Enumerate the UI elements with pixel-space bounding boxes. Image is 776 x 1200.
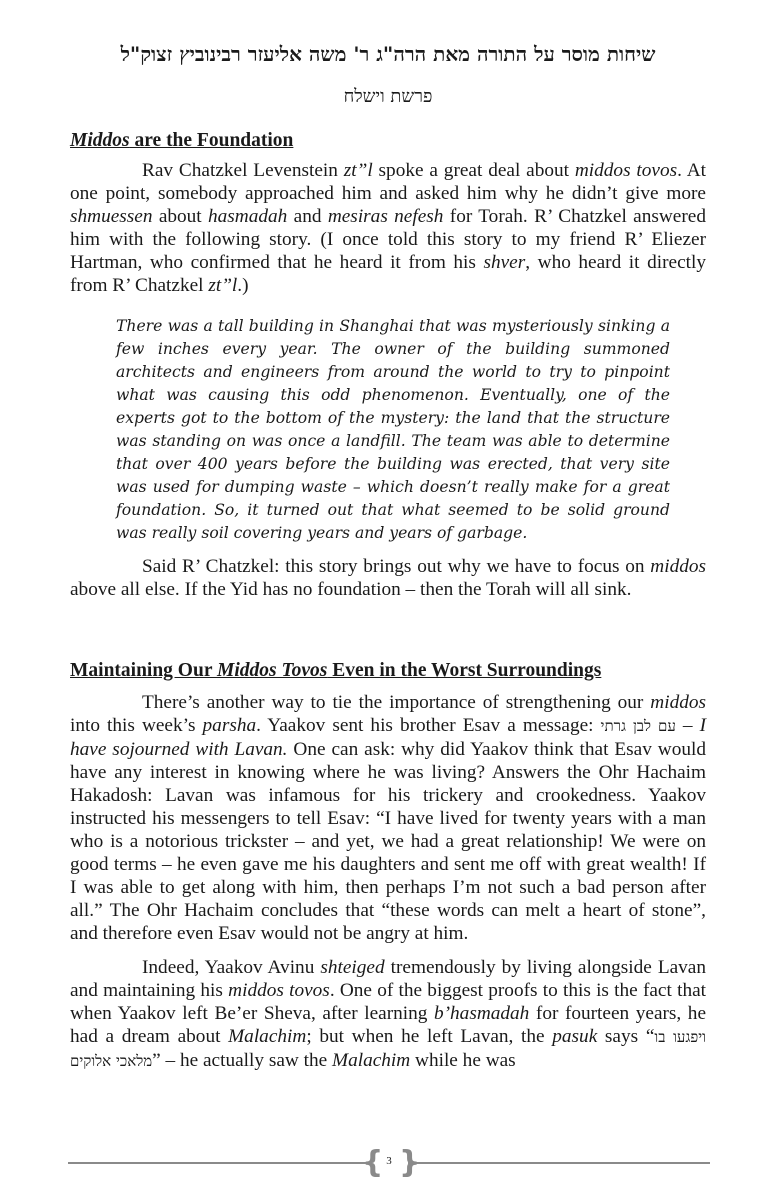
footer-bracket-left: { — [362, 1145, 384, 1180]
section-2-heading: Maintaining Our Middos Tovos Even in the Worst Surroundings — [70, 660, 602, 681]
section-1-paragraph-2: Said R’ Chatzkel: this story brings out why we have to focus on middos above all else. If the Yid has no foundation – then the Torah will all sink. — [70, 556, 706, 600]
section-2-paragraph-1: There’s another way to tie the importance of strengthening our middos into this week’s parsha. Yaakov sent his brother Esav a message: עם לבן גרתי – I have sojourned with Lavan. One can ask: why did Yaakov think that Esav would have any interest in knowing where he was living? Answers the Ohr Hachaim Hakadosh: Lavan was infamous for his trickery and crookedness. Yaakov instructed his messengers to tell Esav: “I have lived for twenty years with a man who is a notorious trickster – and yet, we had a great relationship! We were on good terms – he even gave me his daughters and sent me off with great wealth! If I was able to get along with him, then perhaps I’m not such a bad person after all.” The Ohr Hachaim concludes that “these words can melt a heart of stone”, and therefore even Esav would not be angry at him. — [70, 692, 707, 944]
hebrew-quote-inline: עם לבן גרתי — [600, 717, 676, 735]
footer-rule-left — [68, 1162, 368, 1164]
section-1-heading: Middos are the Foundation — [70, 130, 294, 151]
section-2 — [70, 659, 706, 1073]
section-1 — [70, 129, 706, 297]
hebrew-series-title: שיחות מוסר על התורה מאת הרה"ג ר' משה אליעזר רבינוביץ זצוק"ל — [120, 42, 656, 66]
footer-rule-right — [408, 1162, 710, 1164]
footer-bracket-right: } — [399, 1145, 421, 1180]
section-1-paragraph-1: Rav Chatzkel Levenstein zt”l spoke a great deal about middos tovos. At one point, somebody approached him and asked him why he didn’t give more shmuessen about hasmadah and mesiras nefesh for Torah. R’ Chatzkel answered him with the following story. (I once told this story to my friend R’ Eliezer Hartman, who confirmed that he heard it from his shver, who heard it directly from R’ Chatzkel zt”l.) — [70, 160, 707, 296]
block-quote-story: There was a tall building in Shanghai that was mysteriously sinking a few inches every year. The owner of the building summoned architects and engineers from around the world to try to pinpoint what was causing this odd phenomenon. Eventually, one of the experts got to the bottom of the mystery: the land that the structure was standing on was once a landfill. The team was able to determine that over 400 years before the building was erected, that very site was used for dumping waste – which doesn’t really make for a great foundation. So, it turned out that what seemed to be solid ground was really soil covering years and years of garbage. — [116, 317, 670, 542]
section-2-paragraph-2: Indeed, Yaakov Avinu shteiged tremendously by living alongside Lavan and maintaining his middos tovos. One of the biggest proofs to this is the fact that when Yaakov left Be’er Sheva, after learning b’hasmadah for fourteen years, he had a dream about Malachim; but when he left Lavan, the pasuk says “ויפגעו בו מלאכי אלוקים” – he actually saw the Malachim while he was — [70, 957, 707, 1071]
page-number: 3 — [386, 1155, 392, 1167]
hebrew-pasuk-inline: ויפגעו בו מלאכי אלוקים — [70, 1028, 706, 1070]
parsha-title: פרשת וישלח — [343, 86, 433, 107]
